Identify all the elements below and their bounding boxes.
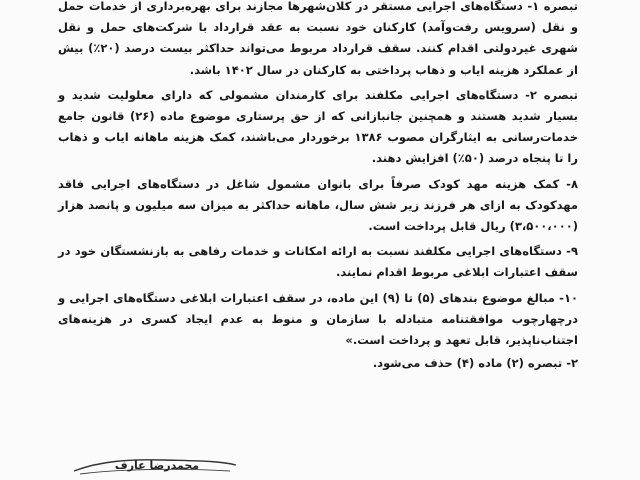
signatory-name: محمدرضا عارف (114, 459, 200, 472)
clause-9-paragraph: ۹- دستگاه‌های اجرایی مکلفند نسبت به ارائه امکانات و خدمات رفاهی به بازنشستگان خود در سقف اعتبارات ابلاغی مربوط اقدام نمایند. (58, 244, 578, 280)
signature-block (70, 455, 240, 479)
document-body (58, 0, 578, 375)
clause-10-paragraph: ۱۰- مبالغ موضوع بندهای (۵) تا (۹) این ماده، در سقف اعتبارات ابلاغی دستگاه‌های اجرایی و درچهارچوب موافقتنامه متبادله با سازمان و منوط به عدم ایجاد کسری در هزینه‌های اجتناب‌ناپذیر، قابل تعهد و پرداخت است.» (58, 290, 579, 348)
note-1-paragraph: تبصره ۱- دستگاه‌های اجرایی مستقر در کلان‌شهرها مجازند برای بهره‌برداری از خدمات حمل و نقل (سرویس رفت‌وآمد) کارکنان خود نسبت به عقد قرارداد با شرکت‌های حمل و نقل شهری غیردولتی اقدام کنند. سقف قرارداد مربوط می‌تواند حداکثر بیست درصد (۲۰٪) بیش از عملکرد هزینه ایاب و ذهاب پرداختی به کارکنان در سال ۱۴۰۲ باشد. (58, 0, 579, 77)
clause-8-paragraph: ۸- کمک هزینه مهد کودک صرفاً برای بانوان مشمول شاغل در دستگاه‌های اجرایی فاقد مهدکودک به ازای هر فرزند زیر شش سال، ماهانه حداکثر به میزان سه میلیون و پانصد هزار (۳،۵۰۰،۰۰۰) ریال قابل پرداخت است. (58, 176, 578, 234)
amendment-2-paragraph: ۲- تبصره (۲) ماده (۴) حذف می‌شود. (372, 355, 578, 370)
note-2-paragraph: تبصره ۲- دستگاه‌های اجرایی مکلفند برای کارمندان مشمولی که دارای معلولیت شدید و بسیار شدید هستند و همچنین جانبازانی که از حق پرستاری موضوع ماده (۲۶) قانون جامع خدمات‌رسانی به ایثارگران مصوب ۱۳۸۶ برخوردار می‌باشند، کمک هزینه ماهانه ایاب و ذهاب را تا پنجاه درصد (۵۰٪) افزایش دهند. (58, 87, 578, 166)
